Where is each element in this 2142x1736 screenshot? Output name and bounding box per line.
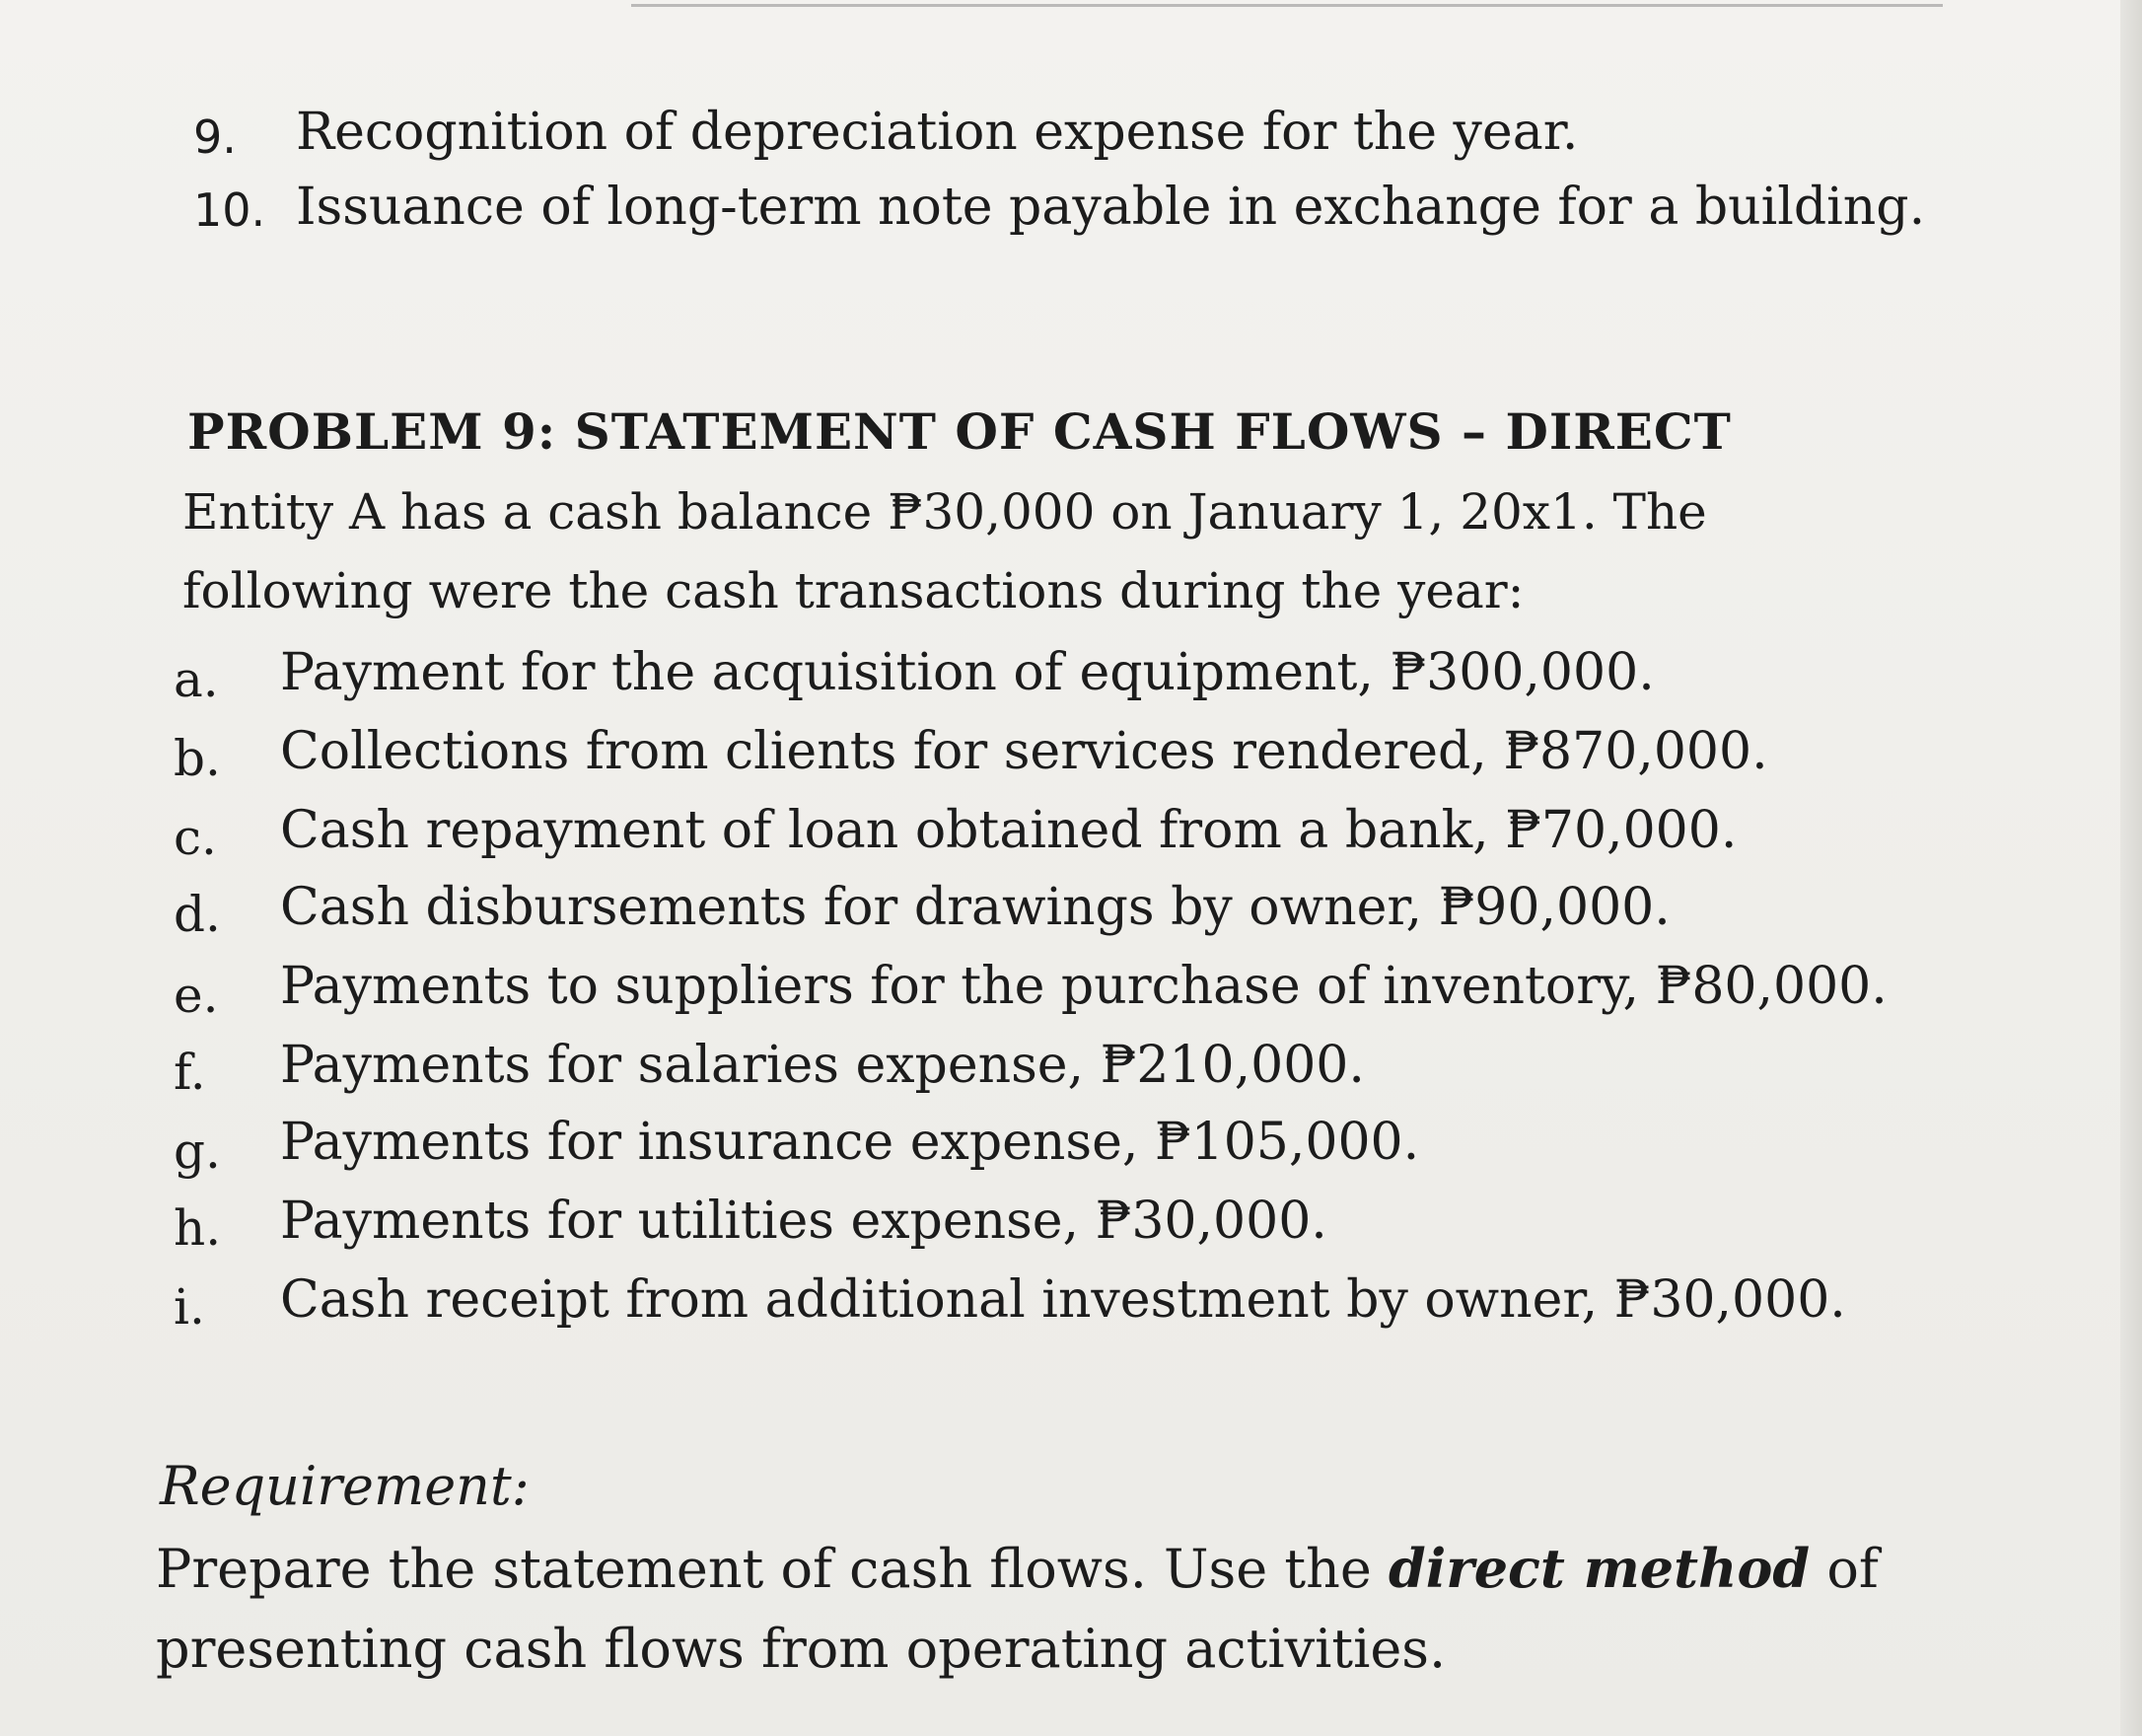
requirement-emphasis: direct method: [1388, 1537, 1811, 1600]
transaction-text: Collections from clients for services rendered, ₱870,000.: [280, 722, 1768, 781]
item-9-text: Recognition of depreciation expense for the year.: [296, 103, 1579, 162]
item-10-text: Issuance of long-term note payable in exchange for a building.: [296, 178, 1926, 237]
transaction-text: Payments to suppliers for the purchase of inventory, ₱80,000.: [280, 957, 1888, 1016]
item-10-number: 10.: [193, 183, 266, 237]
requirement-line-2: presenting cash flows from operating activities.: [156, 1618, 1447, 1680]
problem-heading: PROBLEM 9: STATEMENT OF CASH FLOWS – DIRECT: [187, 402, 1732, 461]
problem-intro-line-2: following were the cash transactions during the year:: [182, 562, 1525, 619]
transaction-text: Cash repayment of loan obtained from a bank, ₱70,000.: [280, 801, 1738, 860]
top-rule: [631, 4, 1943, 7]
transaction-letter: e.: [174, 967, 219, 1024]
transaction-letter: f.: [174, 1044, 206, 1101]
requirement-label: Requirement:: [160, 1455, 530, 1517]
transaction-letter: c.: [174, 809, 217, 866]
problem-intro-line-1: Entity A has a cash balance ₱30,000 on January 1, 20x1. The: [182, 483, 1707, 541]
transaction-text: Cash receipt from additional investment by owner, ₱30,000.: [280, 1270, 1846, 1330]
transaction-letter: g.: [174, 1122, 221, 1180]
transaction-letter: b.: [174, 730, 221, 787]
requirement-line-1-post: of: [1810, 1538, 1879, 1600]
transaction-text: Payment for the acquisition of equipment, ₱300,000.: [280, 643, 1655, 702]
transaction-letter: a.: [174, 651, 219, 708]
requirement-line-1-pre: Prepare the statement of cash flows. Use the: [156, 1538, 1389, 1600]
transaction-letter: h.: [174, 1199, 222, 1257]
transaction-text: Payments for utilities expense, ₱30,000.: [280, 1192, 1327, 1251]
transaction-letter: d.: [174, 886, 221, 943]
item-9-number: 9.: [193, 110, 237, 164]
transaction-text: Cash disbursements for drawings by owner, ₱90,000.: [280, 878, 1671, 937]
page-edge: [2120, 0, 2142, 1736]
transaction-letter: i.: [174, 1278, 205, 1336]
requirement-line-1: [156, 1537, 1879, 1600]
transaction-text: Payments for salaries expense, ₱210,000.: [280, 1036, 1365, 1095]
transaction-text: Payments for insurance expense, ₱105,000.: [280, 1113, 1420, 1172]
